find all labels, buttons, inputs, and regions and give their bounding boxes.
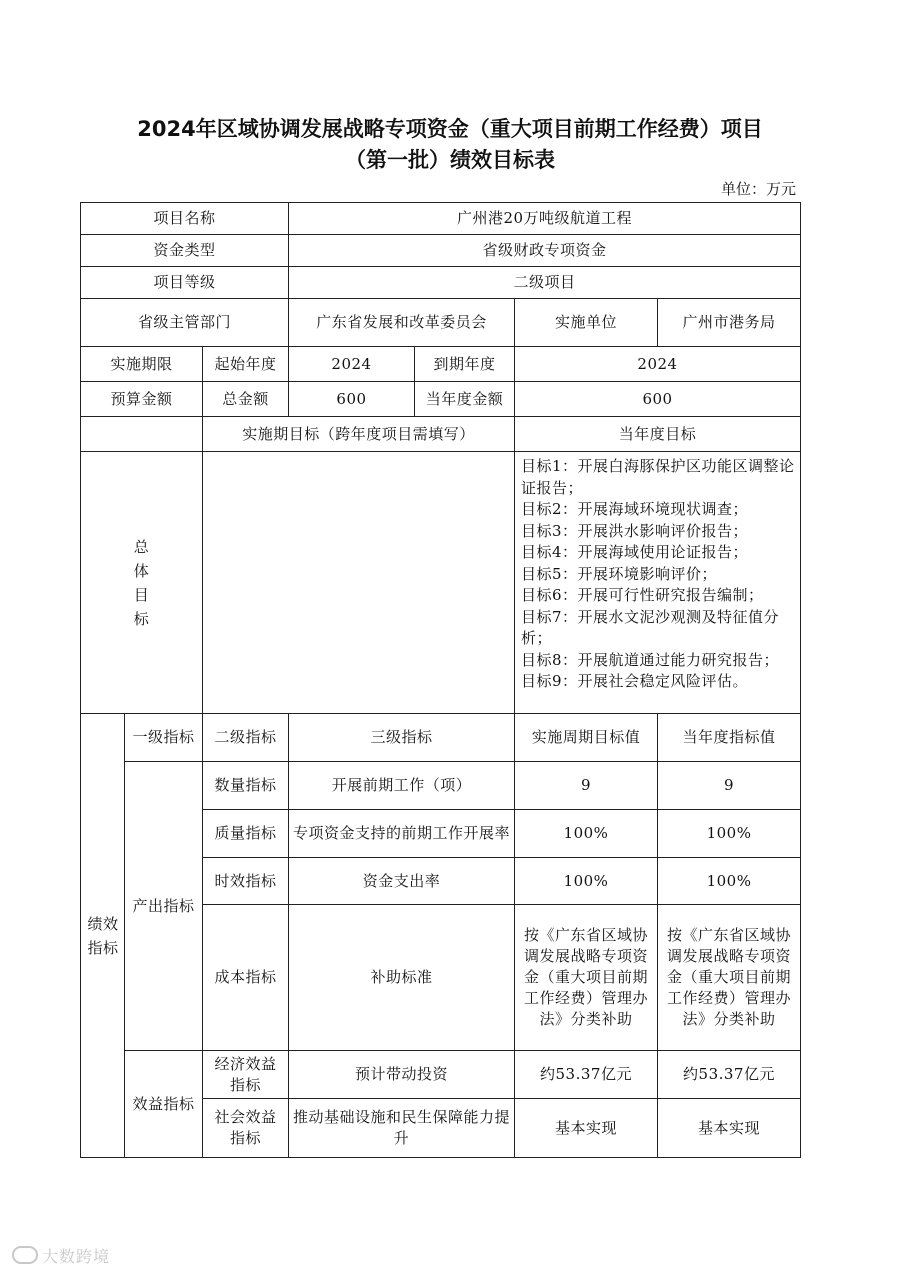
level1-header: 一级指标 (125, 714, 203, 762)
overall-goal-label (81, 452, 203, 714)
level3-cell: 推动基础设施和民生保障能力提升 (289, 1099, 515, 1158)
goal-item: 目标8：开展航道通过能力研究报告； (521, 650, 780, 669)
level2-cell: 社会效益指标 (203, 1099, 289, 1158)
period-label: 实施期限 (81, 347, 203, 382)
end-year-value: 2024 (515, 347, 801, 382)
period-target-cell: 按《广东省区域协调发展战略专项资金（重大项目前期工作经费）管理办法》分类补助 (515, 905, 658, 1051)
document-title-line1: 2024年区域协调发展战略专项资金（重大项目前期工作经费）项目 (137, 117, 763, 141)
project-level-label: 项目等级 (81, 267, 289, 299)
year-target-cell: 100% (658, 858, 801, 905)
budget-label: 预算金额 (81, 382, 203, 417)
dept-value: 广东省发展和改革委员会 (289, 299, 515, 347)
level2-cell: 成本指标 (203, 905, 289, 1051)
year-goal-content (515, 452, 801, 714)
year-target-cell: 9 (658, 762, 801, 810)
period-target-cell: 基本实现 (515, 1099, 658, 1158)
period-target-cell: 约53.37亿元 (515, 1051, 658, 1099)
overall-goal-label-text: 总体目标 (133, 537, 150, 628)
period-target-cell: 100% (515, 810, 658, 858)
period-goal-content (203, 452, 515, 714)
year-goal-header: 当年度目标 (515, 417, 801, 452)
level3-cell: 开展前期工作（项） (289, 762, 515, 810)
level3-cell: 资金支出率 (289, 858, 515, 905)
period-target-header: 实施周期目标值 (515, 714, 658, 762)
year-target-cell: 约53.37亿元 (658, 1051, 801, 1099)
document-title-line2: （第一批）绩效目标表 (345, 148, 555, 172)
goal-item: 目标9：开展社会稳定风险评估。 (521, 672, 749, 690)
goal-item: 目标5：开展环境影响评价； (521, 564, 718, 583)
level2-cell: 数量指标 (203, 762, 289, 810)
benefit-indicator-label: 效益指标 (125, 1051, 203, 1158)
period-target-cell: 100% (515, 858, 658, 905)
period-target-cell: 9 (515, 762, 658, 810)
year-target-cell: 基本实现 (658, 1099, 801, 1158)
project-name-label: 项目名称 (81, 203, 289, 235)
fund-type-label: 资金类型 (81, 235, 289, 267)
year-target-cell: 按《广东省区域协调发展战略专项资金（重大项目前期工作经费）管理办法》分类补助 (658, 905, 801, 1051)
performance-indicator-label-text: 绩效指标 (87, 914, 119, 957)
watermark-text: 大数跨境 (42, 1247, 111, 1266)
goal-item: 目标7：开展水文泥沙观测及特征值分析； (521, 607, 780, 647)
level3-cell: 预计带动投资 (289, 1051, 515, 1099)
current-year-amount-label: 当年度金额 (415, 382, 515, 417)
level3-header: 三级指标 (289, 714, 515, 762)
goal-item: 目标1：开展白海豚保护区功能区调整论证报告； (521, 457, 795, 497)
level3-cell: 专项资金支持的前期工作开展率 (289, 810, 515, 858)
level3-cell: 补助标准 (289, 905, 515, 1051)
level2-cell: 经济效益指标 (203, 1051, 289, 1099)
project-name-value: 广州港20万吨级航道工程 (289, 203, 801, 235)
end-year-label: 到期年度 (415, 347, 515, 382)
impl-unit-value: 广州市港务局 (658, 299, 801, 347)
fund-type-value: 省级财政专项资金 (289, 235, 801, 267)
total-amount-value: 600 (289, 382, 415, 417)
year-target-header: 当年度指标值 (658, 714, 801, 762)
goal-item: 目标2：开展海域环境现状调查； (521, 500, 749, 518)
start-year-value: 2024 (289, 347, 415, 382)
watermark (12, 1244, 110, 1267)
level2-cell: 质量指标 (203, 810, 289, 858)
start-year-label: 起始年度 (203, 347, 289, 382)
goal-item: 目标6：开展可行性研究报告编制； (521, 586, 764, 604)
year-target-cell: 100% (658, 810, 801, 858)
impl-unit-label: 实施单位 (515, 299, 658, 347)
goal-item: 目标3：开展洪水影响评价报告； (521, 521, 749, 540)
performance-indicator-label (81, 714, 125, 1158)
unit-label: 单位：万元 (720, 180, 796, 198)
level2-cell: 时效指标 (203, 858, 289, 905)
current-year-amount-value: 600 (515, 382, 801, 417)
output-indicator-label: 产出指标 (125, 762, 203, 1051)
performance-target-table (80, 202, 801, 1158)
project-level-value: 二级项目 (289, 267, 801, 299)
total-amount-label: 总金额 (203, 382, 289, 417)
level2-header: 二级指标 (203, 714, 289, 762)
dept-label: 省级主管部门 (81, 299, 289, 347)
goal-header-blank (81, 417, 203, 452)
watermark-logo-icon (12, 1246, 38, 1264)
goal-item: 目标4：开展海域使用论证报告； (521, 543, 749, 561)
period-goal-header: 实施期目标（跨年度项目需填写） (203, 417, 515, 452)
